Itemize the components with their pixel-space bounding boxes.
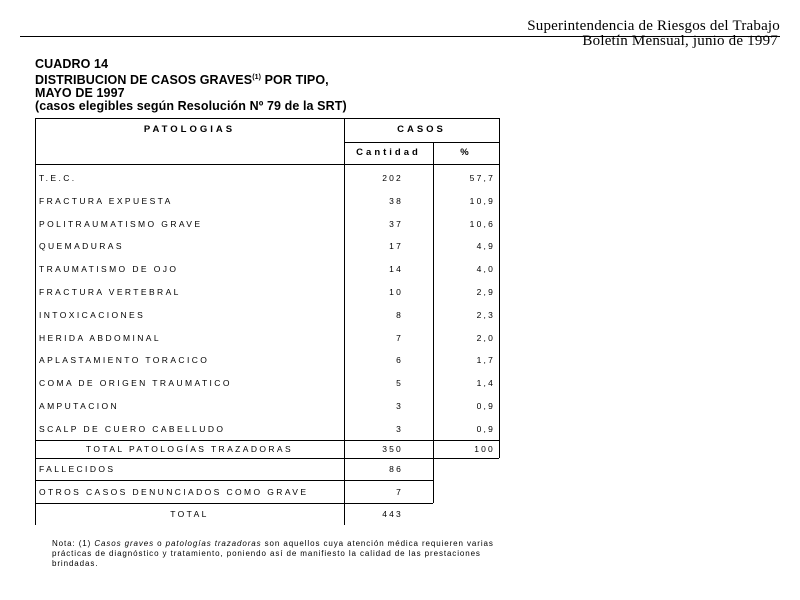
table-right-border <box>499 118 500 458</box>
title-line4: (casos elegibles según Resolución Nº 79 de la SRT) <box>35 99 347 113</box>
total-trazadoras-bottom-border <box>35 458 499 459</box>
row-cantidad: 17 <box>389 241 403 252</box>
row-label: FRACTURA VERTEBRAL <box>39 287 181 297</box>
row-pct: 10,6 <box>469 218 495 229</box>
row-cantidad: 3 <box>396 423 403 434</box>
otros-bottom-border <box>35 503 433 504</box>
row-pct: 1,4 <box>476 378 495 389</box>
row-cantidad: 6 <box>396 355 403 366</box>
row-label: QUEMADURAS <box>39 241 124 252</box>
row-cantidad: 10 <box>389 287 403 297</box>
cases-table <box>35 118 499 526</box>
casos-header-divider <box>344 142 499 143</box>
row-label: HERIDA ABDOMINAL <box>39 332 162 343</box>
header-pct: % <box>460 147 472 158</box>
row-cantidad: 14 <box>389 264 403 275</box>
row-pct: 0,9 <box>476 423 495 434</box>
row-cantidad: 7 <box>396 332 403 343</box>
row-label: APLASTAMIENTO TORACICO <box>39 355 210 366</box>
row-label: FRACTURA EXPUESTA <box>39 195 173 206</box>
table-title <box>35 58 347 113</box>
row-pct: 57,7 <box>469 173 495 183</box>
row-label: T.E.C. <box>39 173 77 183</box>
row-label: TRAUMATISMO DE OJO <box>39 264 179 275</box>
header-patologias: PATOLOGIAS <box>143 124 236 135</box>
row-label: SCALP DE CUERO CABELLUDO <box>39 423 226 434</box>
header-rule <box>20 36 780 37</box>
row-pct: 2,3 <box>476 309 495 320</box>
otros-label: OTROS CASOS DENUNCIADOS COMO GRAVE <box>39 486 309 497</box>
header-casos: CASOS <box>397 124 446 135</box>
title-line1: CUADRO 14 <box>35 57 109 71</box>
table-left-border <box>35 118 36 525</box>
document-header <box>527 19 780 49</box>
row-pct: 4,9 <box>476 241 495 252</box>
row-cantidad: 3 <box>396 401 403 411</box>
header-bottom-border <box>35 164 499 165</box>
row-pct: 0,9 <box>476 401 495 411</box>
row-label: AMPUTACION <box>39 401 120 411</box>
total-cantidad: 443 <box>382 508 403 519</box>
total-trazadoras-top-border <box>35 440 499 441</box>
row-label: COMA DE ORIGEN TRAUMATICO <box>39 378 232 389</box>
title-line3: MAYO DE 1997 <box>35 86 125 100</box>
row-label: INTOXICACIONES <box>39 309 146 320</box>
fallecidos-bottom-border <box>35 480 433 481</box>
title-line2: DISTRIBUCION DE CASOS GRAVES$^{(1)}$ POR TIPO, <box>35 73 329 87</box>
total-trazadoras-cantidad: 350 <box>382 443 403 454</box>
header-bulletin: Boletín Mensual, junio de 1997 <box>582 33 778 49</box>
header-org: Superintendencia de Riesgos del Trabajo <box>527 18 780 34</box>
total-trazadoras-label: TOTAL PATOLOGÍAS TRAZADORAS <box>85 443 294 454</box>
header-cantidad: Cantidad <box>356 147 421 158</box>
row-pct: 1,7 <box>476 355 495 366</box>
row-cantidad: 38 <box>389 195 403 206</box>
row-label: POLITRAUMATISMO GRAVE <box>39 218 203 229</box>
footnote: Nota: (1) Casos graves o patologías trazadoras son aquellos cuya atención médica requieren varias prácticas de diagnóstico y tratamiento, poniendo así de manifiesto la calidad de las prestaciones brindadas. <box>52 539 494 568</box>
table-top-border <box>35 118 499 119</box>
row-cantidad: 37 <box>389 218 403 229</box>
total-label: TOTAL <box>170 508 209 519</box>
total-trazadoras-pct: 100 <box>474 443 495 454</box>
fallecidos-label: FALLECIDOS <box>39 463 116 474</box>
row-cantidad: 202 <box>382 173 403 183</box>
row-pct: 10,9 <box>469 195 495 206</box>
footnote-ref: (1) <box>252 74 262 81</box>
row-cantidad: 5 <box>396 378 403 389</box>
otros-cantidad: 7 <box>396 486 403 497</box>
row-pct: 2,9 <box>476 287 495 297</box>
row-cantidad: 8 <box>396 309 403 320</box>
row-pct: 4,0 <box>476 264 495 275</box>
fallecidos-cantidad: 86 <box>389 463 403 474</box>
row-pct: 2,0 <box>476 332 495 343</box>
